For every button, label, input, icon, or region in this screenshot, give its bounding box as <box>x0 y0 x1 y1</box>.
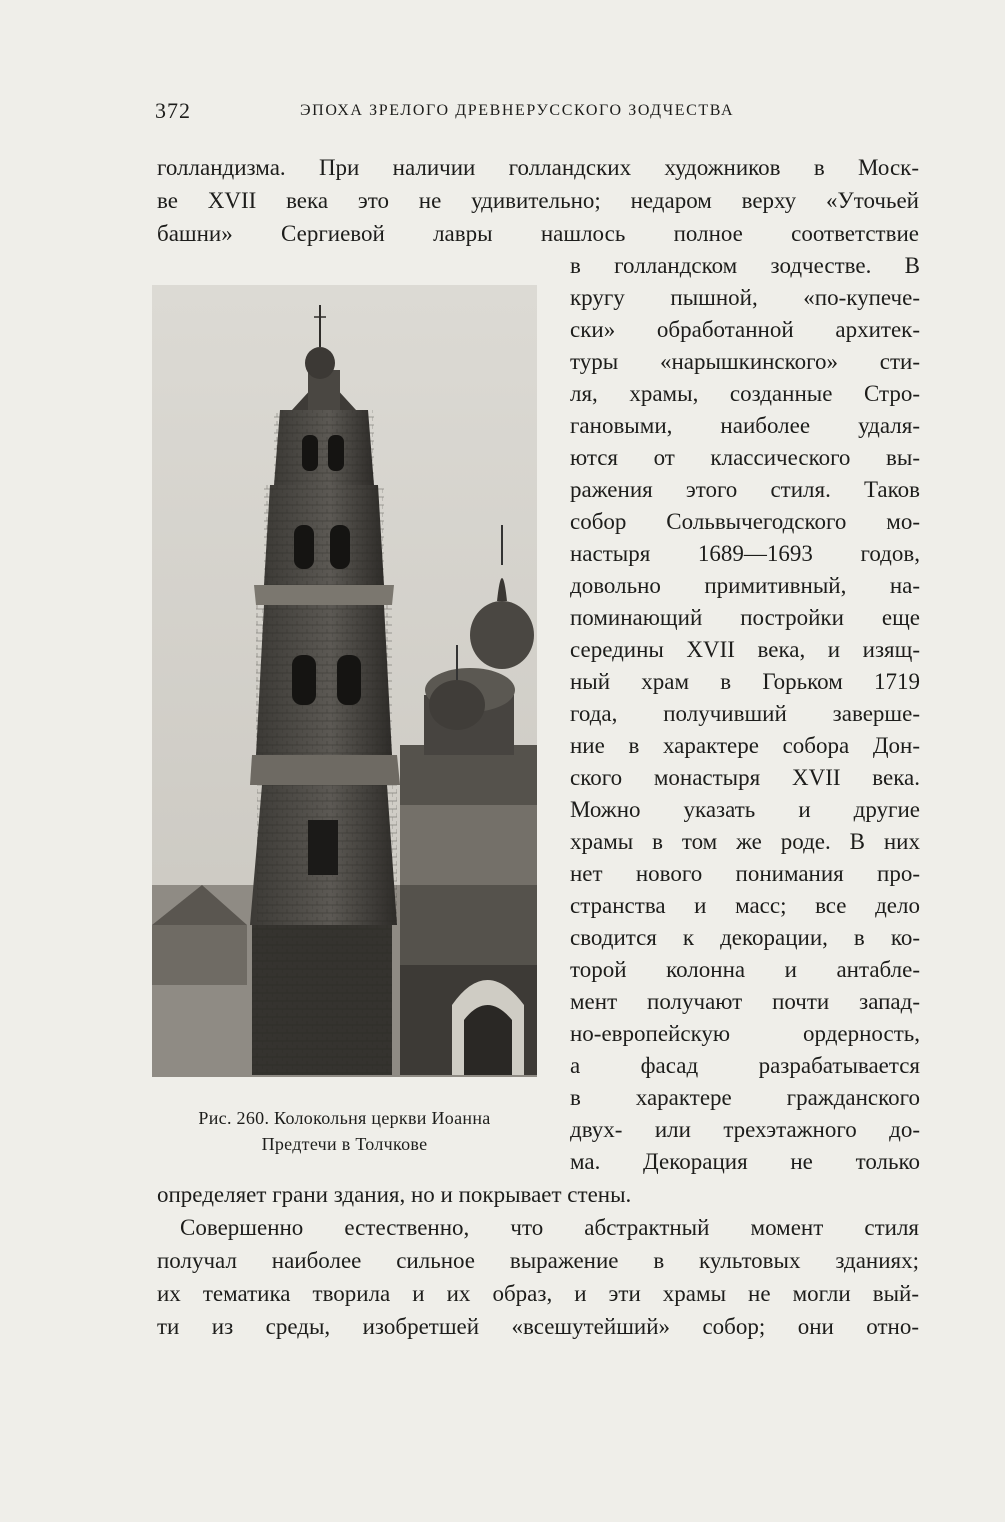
text-line: собор Сольвычегодского мо- <box>570 509 920 534</box>
text-line: поминающий постройки еще <box>570 605 920 630</box>
text-line: ются от классического вы- <box>570 445 920 470</box>
text-line: их тематика творила и их образ, и эти храмы не могли вый- <box>157 1281 919 1306</box>
text-line: туры «нарышкинского» сти- <box>570 349 920 374</box>
text-line: Можно указать и другие <box>570 797 920 822</box>
text-line: года, получивший заверше- <box>570 701 920 726</box>
text-line: ве XVII века это не удивительно; недаром верху «Уточьей <box>157 188 919 213</box>
text-line: гановыми, наиболее удаля- <box>570 413 920 438</box>
text-line: в голландском зодчестве. В <box>570 253 920 278</box>
text-line: нет нового понимания про- <box>570 861 920 886</box>
text-line: храмы в том же роде. В них <box>570 829 920 854</box>
text-line: ный храм в Горьком 1719 <box>570 669 920 694</box>
text-line: середины XVII века, и изящ- <box>570 637 920 662</box>
text-line: ского монастыря XVII века. <box>570 765 920 790</box>
text-line: кругу пышной, «по-купече- <box>570 285 920 310</box>
text-line: ражения этого стиля. Таков <box>570 477 920 502</box>
text-line: ние в характере собора Дон- <box>570 733 920 758</box>
text-line: ля, храмы, созданные Стро- <box>570 381 920 406</box>
page-number: 372 <box>155 98 191 123</box>
text-line: голландизма. При наличии голландских художников в Моск- <box>157 155 919 180</box>
figure-caption <box>152 1105 537 1157</box>
text-line: ски» обработанной архитек- <box>570 317 920 342</box>
bell-tower-photo <box>152 285 537 1077</box>
text-line: ма. Декорация не только <box>570 1149 920 1174</box>
text-line: настыря 1689—1693 годов, <box>570 541 920 566</box>
text-line: довольно примитивный, на- <box>570 573 920 598</box>
text-line: башни» Сергиевой лавры нашлось полное соответствие <box>157 221 919 246</box>
text-line: Совершенно естественно, что абстрактный момент стиля <box>180 1215 919 1240</box>
text-line: в характере гражданского <box>570 1085 920 1110</box>
caption-line: Рис. 260. Колокольня церкви Иоанна <box>198 1108 491 1128</box>
page-header <box>0 98 1005 128</box>
text-line: торой колонна и антабле- <box>570 957 920 982</box>
caption-line: Предтечи в Толчкове <box>261 1134 428 1154</box>
text-line: мент получают почти запад- <box>570 989 920 1014</box>
text-line: ти из среды, изобретшей «всешутейший» собор; они отно- <box>157 1314 919 1339</box>
text-line: странства и масс; все дело <box>570 893 920 918</box>
text-line: сводится к декорации, в ко- <box>570 925 920 950</box>
text-line: определяет грани здания, но и покрывает стены. <box>157 1182 632 1207</box>
text-line: получал наиболее сильное выражение в культовых зданиях; <box>157 1248 919 1273</box>
text-line: двух- или трехэтажного до- <box>570 1117 920 1142</box>
text-line: но-европейскую ордерность, <box>570 1021 920 1046</box>
text-line: а фасад разрабатывается <box>570 1053 920 1078</box>
running-title: ЭПОХА ЗРЕЛОГО ДРЕВНЕРУССКОГО ЗОДЧЕСТВА <box>300 102 735 119</box>
